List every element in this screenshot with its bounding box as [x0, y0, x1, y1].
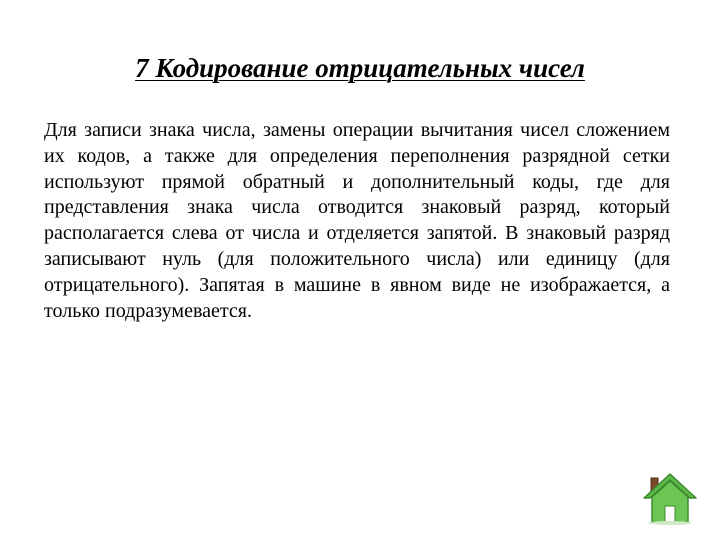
- slide-title: 7 Кодирование отрицательных чисел: [135, 53, 585, 83]
- home-icon: [640, 470, 700, 526]
- home-button[interactable]: [640, 470, 700, 526]
- slide-body-text: Для записи знака числа, замены операции вычитания чисел сложением их кодов, а также для определения переполнения разрядной сетки используют прямой обратный и дополнительный коды, где для представления знака числа отводится знаковый разряд, который располагается слева от числа и отделяется запятой. В знаковый разряд записывают нуль (для положительного числа) или единицу (для отрицательного). Запятая в машине в явном виде не изображается, а только подразумевается.: [44, 119, 670, 322]
